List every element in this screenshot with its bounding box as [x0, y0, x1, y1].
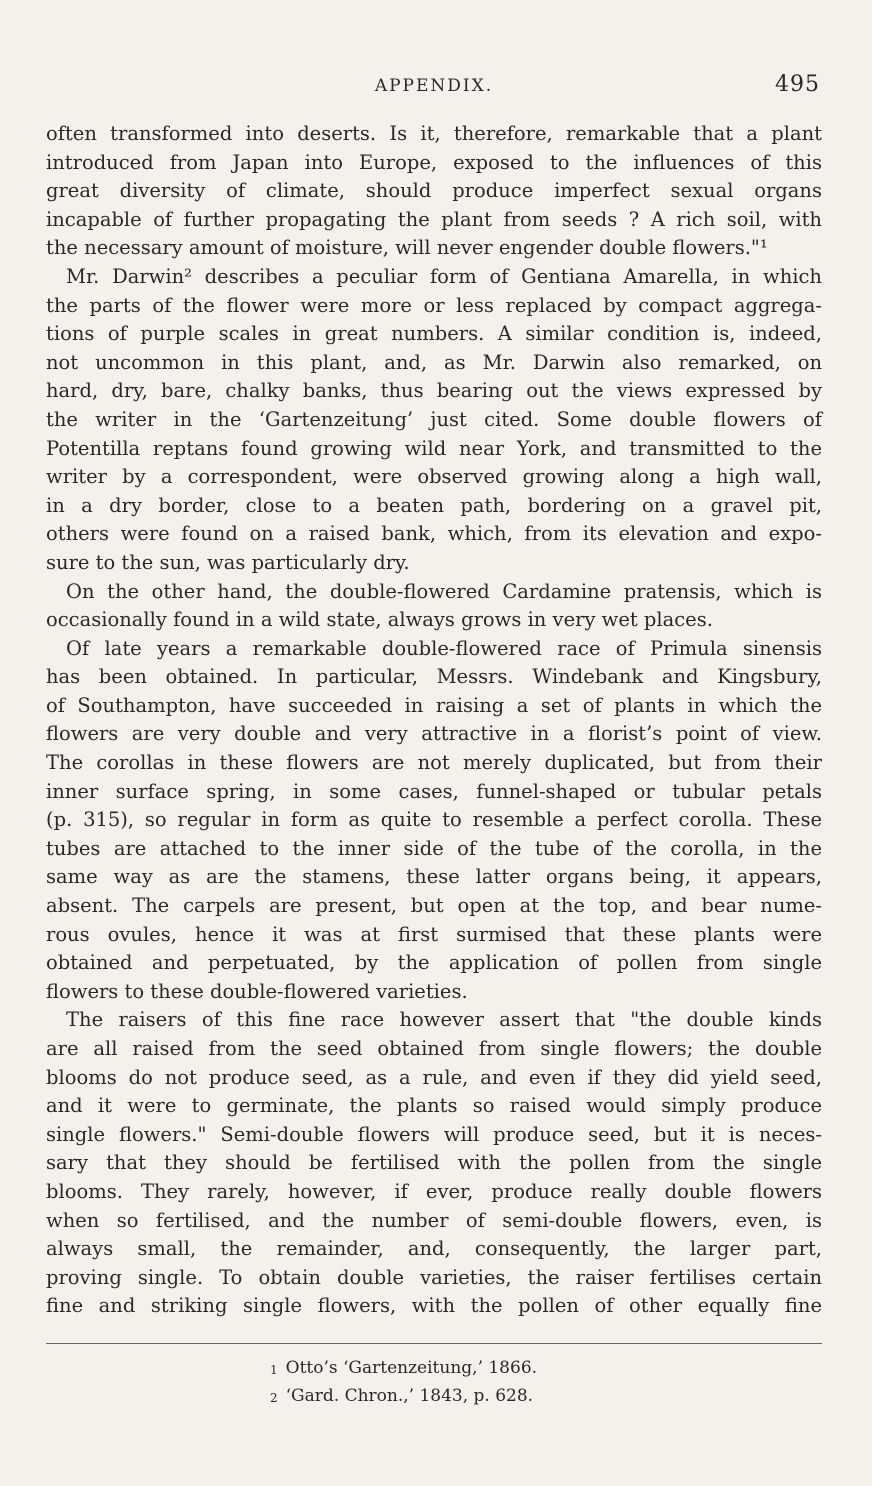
paragraph-2 [46, 263, 822, 578]
text-line: writer by a correspondent, were observed growing along a high wall, [46, 465, 822, 489]
text-line: hard, dry, bare, chalky banks, thus bearing out the views expressed by [46, 379, 822, 403]
text-line: blooms. They rarely, however, if ever, produce really double flowers [46, 1179, 822, 1203]
text-line: are all raised from the seed obtained from single flowers; the double [46, 1037, 822, 1060]
paragraph-5 [46, 1006, 822, 1321]
footnote-2 [270, 1382, 537, 1410]
footnote-mark: 1 [270, 1363, 278, 1377]
text-line: The raisers of this fine race however assert that "the double kinds [66, 1008, 822, 1032]
text-line: often transformed into deserts. Is it, therefore, remarkable that a plant [46, 122, 822, 145]
page-number: 495 [775, 72, 820, 97]
text-line: and it were to germinate, the plants so raised would simply produce [46, 1094, 822, 1118]
footnote-text: Otto’s ‘Gartenzeitung,’ 1866. [285, 1358, 538, 1378]
text-line: flowers to these double-flowered varieties. [46, 979, 468, 1003]
text-line: tions of purple scales in great numbers. A similar condition is, indeed, [46, 322, 822, 346]
text-line: the writer in the ‘Gartenzeitung’ just cited. Some double flowers of [46, 407, 822, 431]
text-line: The corollas in these flowers are not merely duplicated, but from their [46, 751, 822, 775]
text-line: Of late years a remarkable double-flowered race of Primula sinensis [66, 636, 822, 660]
text-line: rous ovules, hence it was at first surmised that these plants were [46, 922, 822, 946]
text-line: Mr. Darwin² describes a peculiar form of Gentiana Amarella, in which [66, 264, 822, 288]
text-line: not uncommon in this plant, and, as Mr. Darwin also remarked, on [46, 350, 822, 374]
text-line: when so fertilised, and the number of semi-double flowers, even, is [46, 1208, 822, 1232]
running-title: APPENDIX. [374, 76, 494, 96]
text-line: in a dry border, close to a beaten path, bordering on a gravel pit, [46, 493, 822, 517]
text-line: others were found on a raised bank, which, from its elevation and expo- [46, 522, 822, 546]
footnotes [270, 1354, 537, 1410]
text-line: occasionally found in a wild state, always grows in very wet places. [46, 608, 713, 632]
text-line: the parts of the flower were more or less replaced by compact aggrega- [46, 293, 822, 317]
text-line: sure to the sun, was particularly dry. [46, 550, 410, 574]
text-line: incapable of further propagating the plant from seeds ? A rich soil, with [46, 207, 822, 231]
text-line: proving single. To obtain double varieties, the raiser fertilises certain [46, 1265, 822, 1289]
footnote-divider [46, 1343, 822, 1344]
text-line: always small, the remainder, and, consequently, the larger part, [46, 1237, 822, 1261]
paragraph-4 [46, 635, 822, 1007]
text-line: Potentilla reptans found growing wild near York, and transmitted to the [46, 436, 822, 460]
text-line: tubes are attached to the inner side of the tube of the corolla, in the [46, 836, 822, 860]
text-line: flowers are very double and very attractive in a florist’s point of view. [46, 722, 822, 746]
text-line: the necessary amount of moisture, will never engender double flowers."¹ [46, 236, 768, 260]
running-header [46, 74, 822, 102]
text-line: On the other hand, the double-flowered Cardamine pratensis, which is [66, 579, 822, 603]
text-line: introduced from Japan into Europe, exposed to the influences of this [46, 150, 822, 174]
text-line: same way as are the stamens, these latter organs being, it appears, [46, 865, 822, 889]
footnote-mark: 2 [270, 1391, 278, 1405]
text-line: (p. 315), so regular in form as quite to resemble a perfect corolla. These [46, 808, 822, 832]
text-line: has been obtained. In particular, Messrs. Windebank and Kingsbury, [46, 665, 822, 689]
text-line: obtained and perpetuated, by the application of pollen from single [46, 951, 822, 975]
text-line: single flowers." Semi-double flowers will produce seed, but it is neces- [46, 1122, 822, 1146]
text-line: great diversity of climate, should produce imperfect sexual organs [46, 179, 822, 203]
footnote-1 [270, 1354, 537, 1382]
text-line: blooms do not produce seed, as a rule, and even if they did yield seed, [46, 1065, 822, 1089]
body-text [46, 120, 822, 1321]
text-line: fine and striking single flowers, with the pollen of other equally fine [46, 1294, 822, 1318]
text-line: of Southampton, have succeeded in raising a set of plants in which the [46, 693, 822, 717]
text-line: sary that they should be fertilised with the pollen from the single [46, 1151, 822, 1175]
paragraph-3 [46, 578, 822, 635]
paragraph-1 [46, 120, 822, 263]
footnote-text: ‘Gard. Chron.,’ 1843, p. 628. [285, 1386, 534, 1406]
text-line: absent. The carpels are present, but open at the top, and bear nume- [46, 894, 822, 918]
text-line: inner surface spring, in some cases, funnel-shaped or tubular petals [46, 779, 822, 803]
